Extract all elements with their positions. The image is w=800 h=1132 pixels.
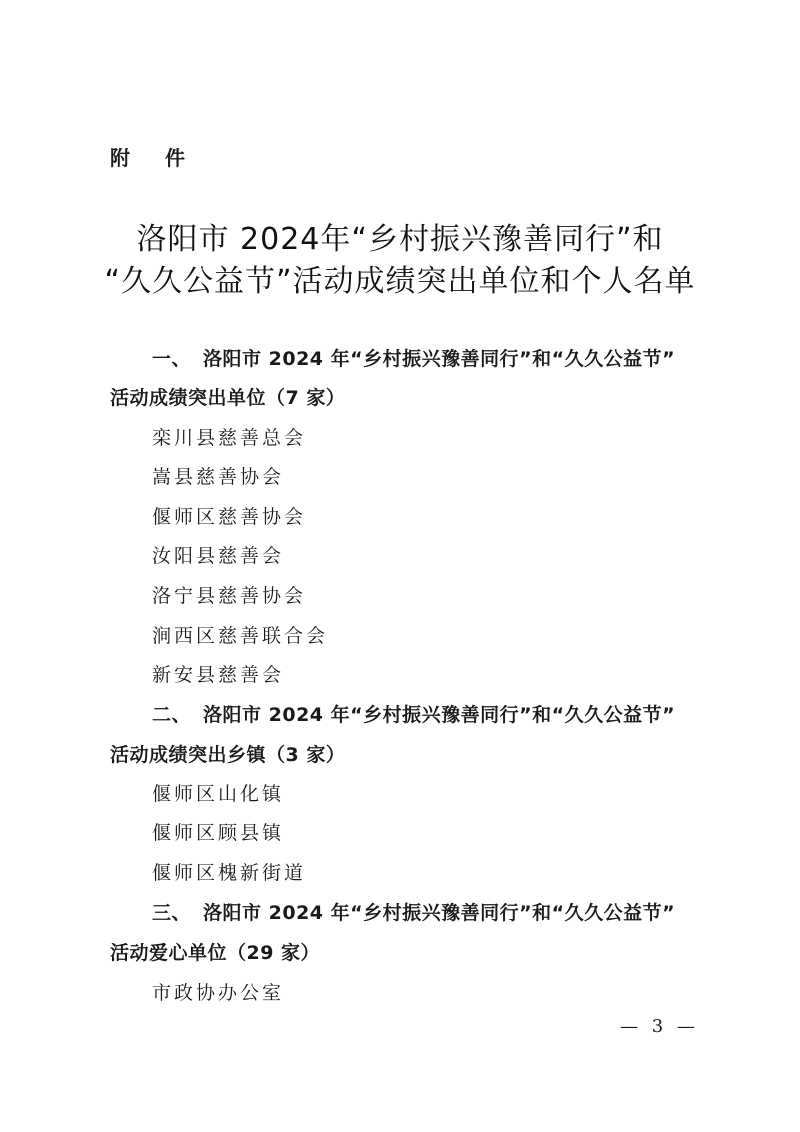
document-title-line-1: 洛阳市 2024年“乡村振兴豫善同行”和 [136, 222, 664, 257]
list-item: 嵩县慈善协会 [152, 466, 285, 488]
attachment-label: 附 件 [110, 146, 199, 170]
list-item: 偃师区槐新街道 [152, 862, 307, 884]
list-item: 新安县慈善会 [152, 664, 285, 686]
section-3-heading-text: 洛阳市 2024 年“乡村振兴豫善同行”和“久久公益节” [203, 902, 676, 924]
document-title-line-2: “久久公益节”活动成绩突出单位和个人名单 [104, 264, 696, 299]
section-2-heading [152, 700, 675, 727]
list-item: 偃师区山化镇 [152, 783, 285, 805]
section-2-heading-text: 洛阳市 2024 年“乡村振兴豫善同行”和“久久公益节” [203, 704, 676, 726]
list-item: 汝阳县慈善会 [152, 545, 285, 567]
section-1-number: 一、 [152, 348, 192, 370]
list-item: 涧西区慈善联合会 [152, 625, 329, 647]
section-1-heading-continued: 活动成绩突出单位（7 家） [110, 387, 346, 409]
section-2-number: 二、 [152, 704, 192, 726]
list-item: 市政协办公室 [152, 982, 285, 1004]
section-3-heading [152, 898, 675, 925]
section-2-heading-continued: 活动成绩突出乡镇（3 家） [110, 744, 346, 766]
list-item: 栾川县慈善总会 [152, 427, 307, 449]
section-1-heading-text: 洛阳市 2024 年“乡村振兴豫善同行”和“久久公益节” [203, 348, 676, 370]
page-number: — 3 — [620, 1016, 699, 1037]
section-3-number: 三、 [152, 902, 192, 924]
list-item: 洛宁县慈善协会 [152, 585, 307, 607]
section-1-heading [152, 344, 675, 371]
list-item: 偃师区顾县镇 [152, 822, 285, 844]
list-item: 偃师区慈善协会 [152, 506, 307, 528]
section-3-heading-continued: 活动爱心单位（29 家） [110, 942, 321, 964]
